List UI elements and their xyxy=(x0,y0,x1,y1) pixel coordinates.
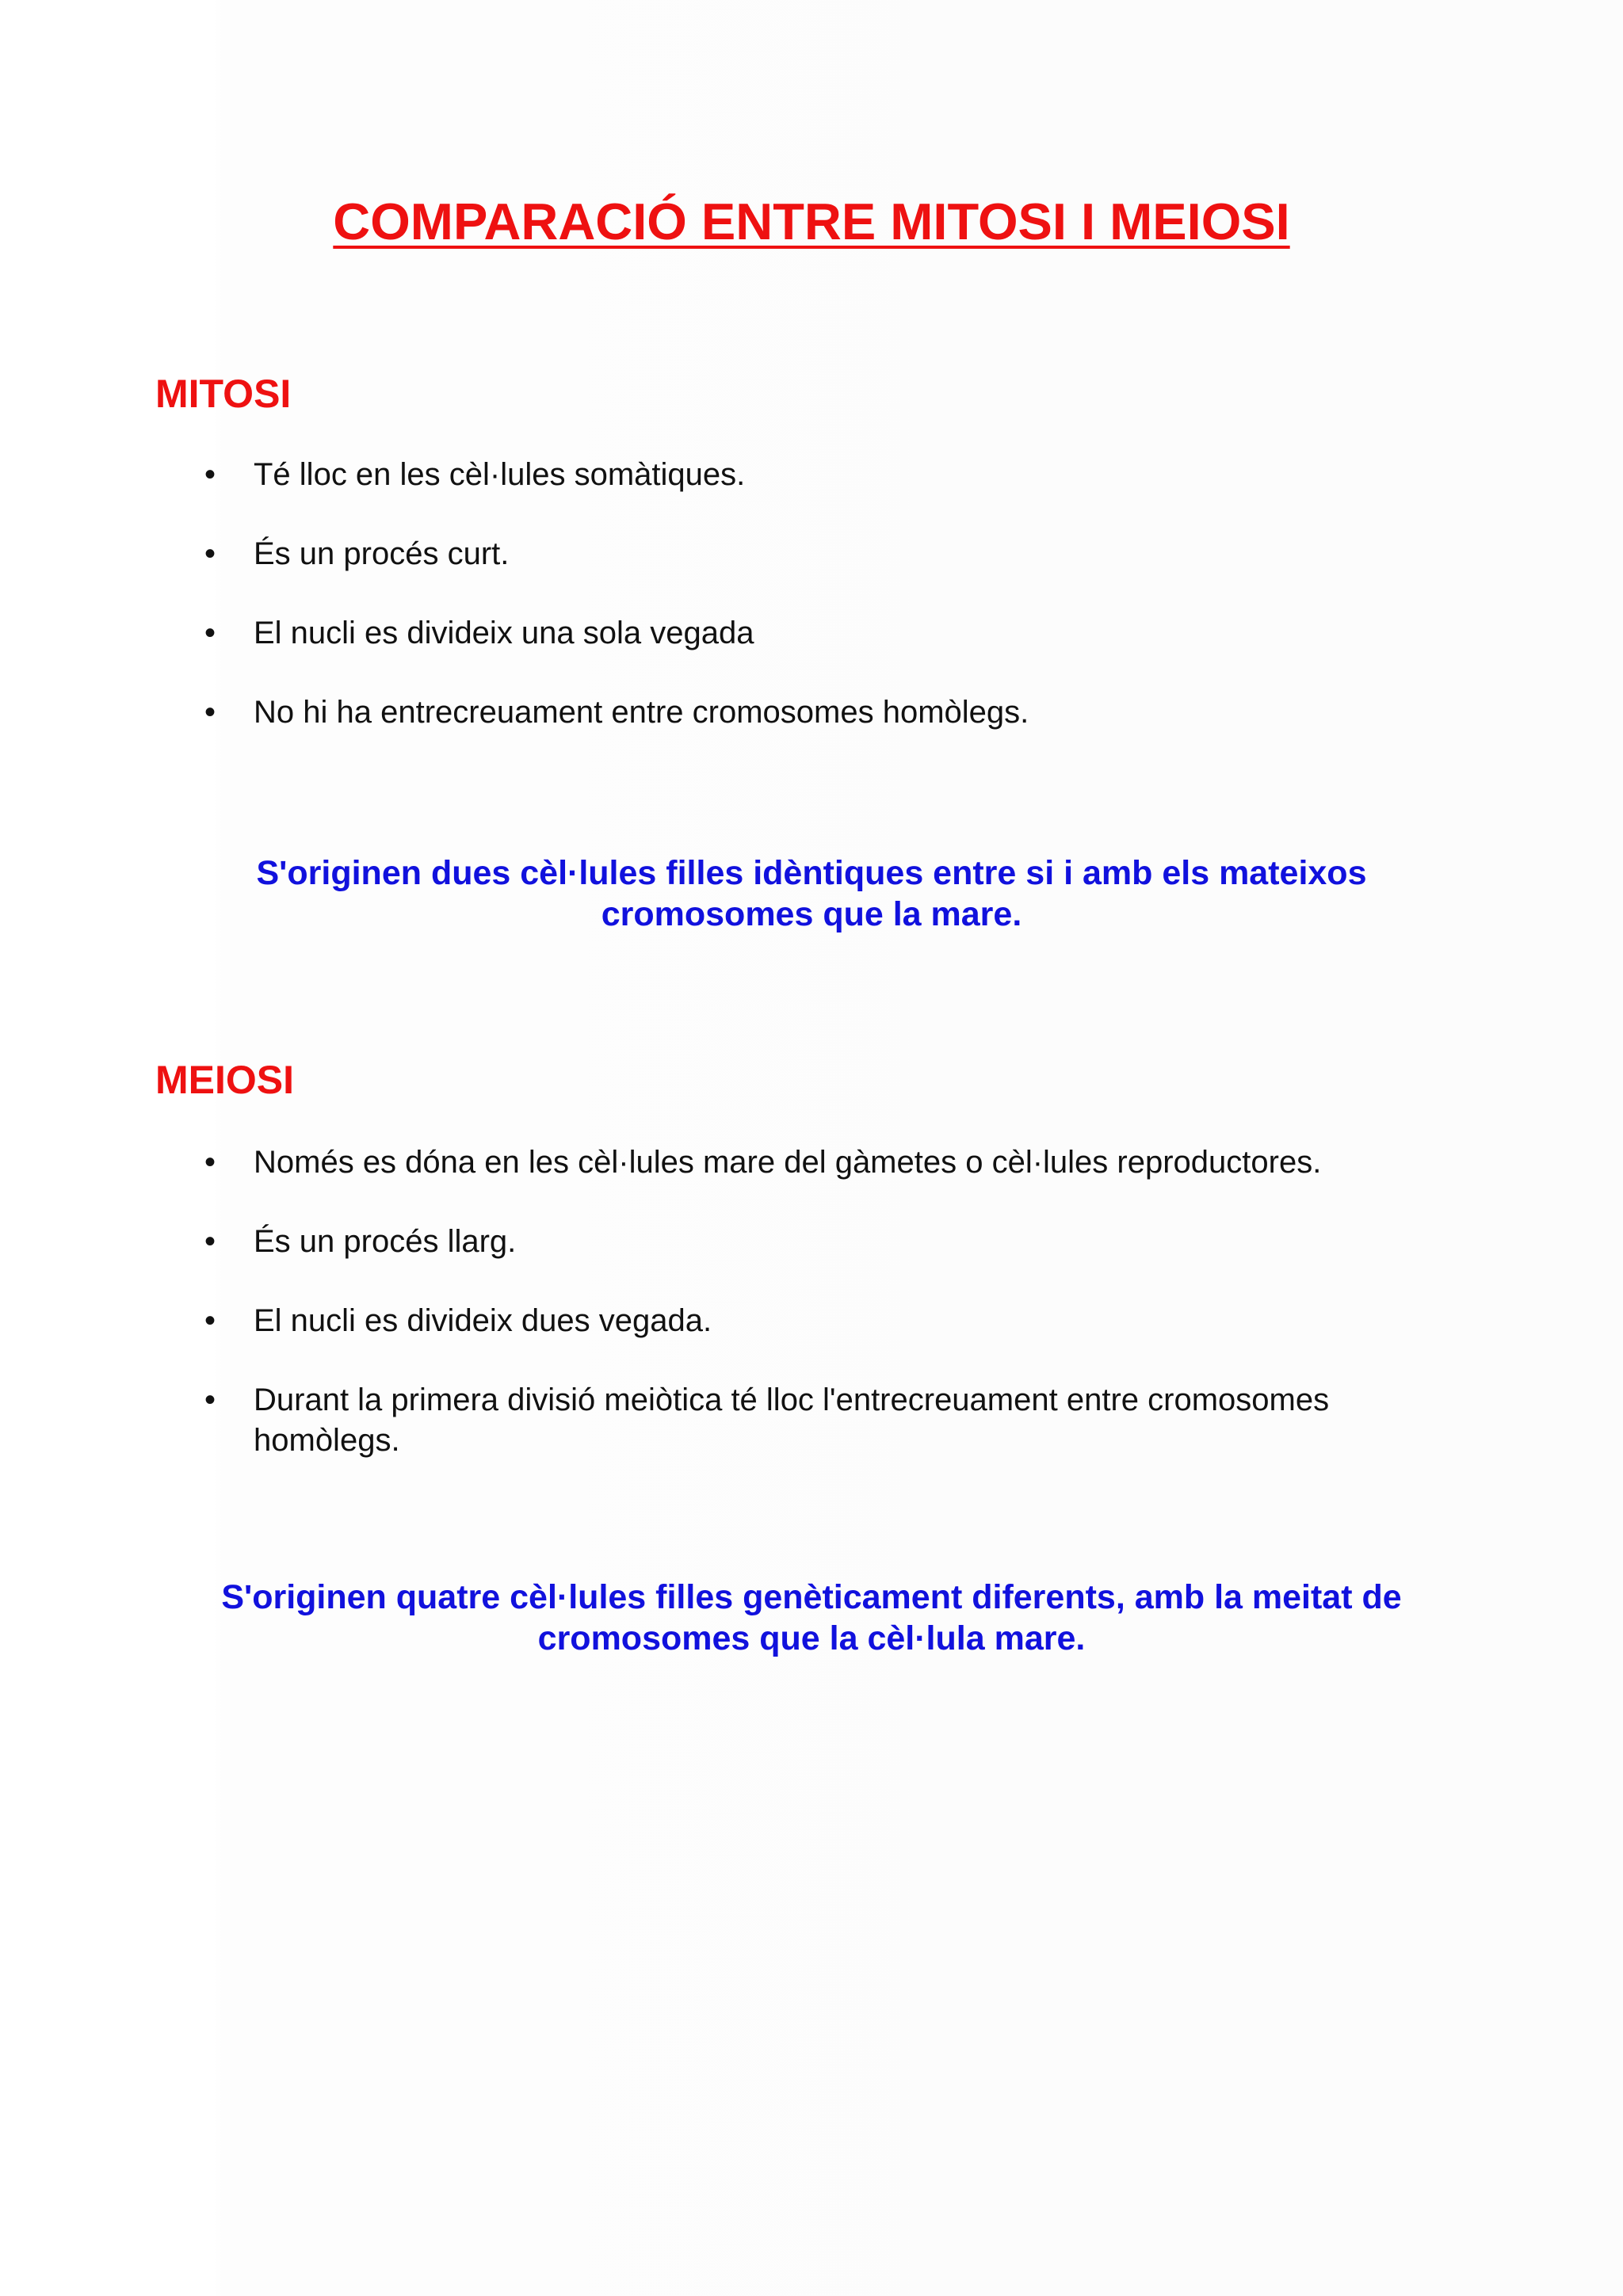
mitosi-bullet-list xyxy=(0,455,1623,772)
bullet-icon: • xyxy=(204,1383,216,1417)
meiosi-conclusion xyxy=(0,1577,1623,1659)
list-item xyxy=(0,613,1623,654)
list-item-text: Durant la primera divisió meiòtica té lloc l'entrecreuament entre cromosomes homòlegs. xyxy=(254,1383,1330,1458)
list-item-text: El nucli es divideix dues vegada. xyxy=(254,1303,712,1338)
list-item xyxy=(0,1380,1623,1461)
list-item xyxy=(0,534,1623,574)
list-item xyxy=(0,692,1623,733)
list-item-text: Té lloc en les cèl·lules somàtiques. xyxy=(254,457,746,492)
bullet-icon: • xyxy=(204,695,216,730)
document-title: COMPARACIÓ ENTRE MITOSI I MEIOSI xyxy=(333,193,1290,250)
mitosi-heading: MITOSI xyxy=(155,372,292,416)
bullet-icon: • xyxy=(204,1145,216,1180)
mitosi-conclusion-line-1: S'originen dues cèl·lules filles idèntiques entre si i amb els mateixos xyxy=(256,854,1367,892)
list-item-text: Només es dóna en les cèl·lules mare del gàmetes o cèl·lules reproductores. xyxy=(254,1145,1322,1180)
bullet-icon: • xyxy=(204,1224,216,1259)
meiosi-conclusion-line-2: cromosomes que la cèl·lula mare. xyxy=(537,1619,1086,1657)
list-item xyxy=(0,1301,1623,1341)
list-item xyxy=(0,1222,1623,1262)
list-item-text: És un procés llarg. xyxy=(254,1224,517,1259)
list-item xyxy=(0,1142,1623,1183)
list-item xyxy=(0,455,1623,495)
meiosi-conclusion-line-1: S'originen quatre cèl·lules filles genèticament diferents, amb la meitat de xyxy=(221,1578,1402,1616)
bullet-icon: • xyxy=(204,616,216,650)
mitosi-conclusion xyxy=(0,852,1623,935)
list-item-text: No hi ha entrecreuament entre cromosomes homòlegs. xyxy=(254,695,1029,730)
bullet-icon: • xyxy=(204,457,216,492)
list-item-text: El nucli es divideix una sola vegada xyxy=(254,616,754,650)
list-item-text: És un procés curt. xyxy=(254,536,510,571)
meiosi-heading: MEIOSI xyxy=(155,1058,295,1102)
bullet-icon: • xyxy=(204,1303,216,1338)
bullet-icon: • xyxy=(204,536,216,571)
meiosi-bullet-list xyxy=(0,1142,1623,1500)
mitosi-conclusion-line-2: cromosomes que la mare. xyxy=(601,895,1022,933)
